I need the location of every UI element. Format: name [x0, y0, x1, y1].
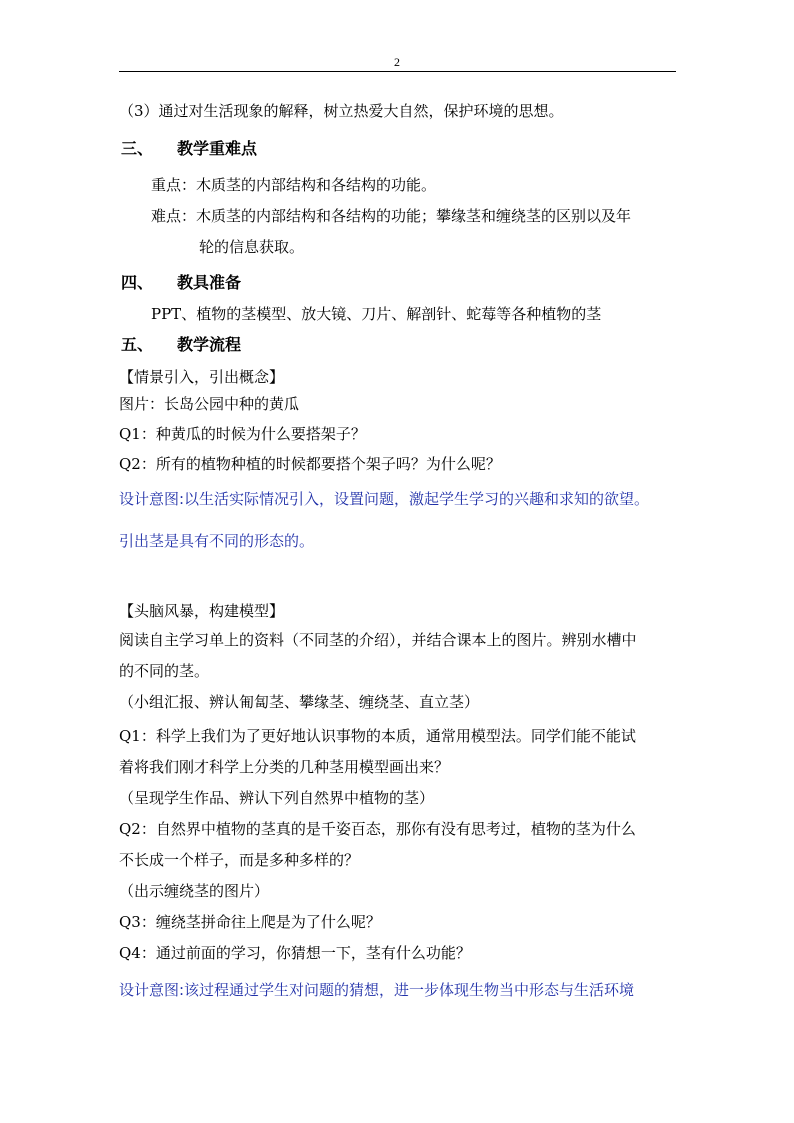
part-2-present: （呈现学生作品、辨认下列自然界中植物的茎）: [119, 789, 435, 807]
difficult-point-line-2: 轮的信息获取。: [199, 238, 305, 256]
section-3-heading: [121, 138, 257, 160]
part-2-report: （小组汇报、辨认匍匐茎、攀缘茎、缠绕茎、直立茎）: [119, 693, 480, 711]
section-number: 四、: [121, 273, 154, 292]
section-title: 教具准备: [177, 273, 242, 292]
part-2-read-line-2: 的不同的茎。: [119, 662, 210, 680]
part-1-design-line-2: 引出茎是具有不同的形态的。: [119, 532, 315, 550]
teaching-aids-list: PPT、植物的茎模型、放大镜、刀片、解剖针、蛇莓等各种植物的茎: [151, 305, 602, 323]
key-point: 重点：木质茎的内部结构和各结构的功能。: [151, 176, 437, 194]
part-1-design-line-1: 设计意图:以生活实际情况引入，设置问题，激起学生学习的兴趣和求知的欲望。: [119, 490, 650, 508]
section-title: 教学重难点: [177, 139, 258, 158]
part-2-read-line-1: 阅读自主学习单上的资料（不同茎的介绍），并结合课本上的图片。辨别水槽中: [119, 631, 637, 649]
part-2-show: （出示缠绕茎的图片）: [119, 882, 270, 900]
intro-line: （3）通过对生活现象的解释，树立热爱大自然，保护环境的思想。: [119, 102, 564, 120]
part-2-design-line-1: 设计意图:该过程通过学生对问题的猜想，进一步体现生物当中形态与生活环境: [119, 981, 635, 999]
section-number: 三、: [121, 139, 154, 158]
part-1-picture: 图片：长岛公园中种的黄瓜: [119, 395, 300, 413]
section-4-heading: [121, 272, 241, 294]
part-2-q1-line-1: Q1：科学上我们为了更好地认识事物的本质，通常用模型法。同学们能不能试: [119, 727, 636, 745]
header-rule: [119, 71, 676, 72]
difficult-point-line-1: 难点：木质茎的内部结构和各结构的功能；攀缘茎和缠绕茎的区别以及年: [151, 207, 632, 225]
part-2-q2-line-1: Q2：自然界中植物的茎真的是千姿百态，那你有没有思考过，植物的茎为什么: [119, 820, 636, 838]
section-number: 五、: [121, 335, 154, 354]
part-1-title: 【情景引入，引出概念】: [119, 368, 285, 386]
page-number: 2: [394, 55, 400, 69]
part-2-q1-line-2: 着将我们刚才科学上分类的几种茎用模型画出来？: [119, 758, 450, 776]
part-2-q2-line-2: 不长成一个样子，而是多种多样的？: [119, 851, 360, 869]
part-1-q2: Q2：所有的植物种植的时候都要搭个架子吗？为什么呢？: [119, 455, 501, 473]
part-2-title: 【头脑风暴，构建模型】: [119, 602, 285, 620]
section-title: 教学流程: [177, 335, 242, 354]
part-2-q4: Q4：通过前面的学习，你猜想一下，茎有什么功能？: [119, 944, 471, 962]
section-5-heading: [121, 334, 241, 356]
part-2-q3: Q3：缠绕茎拼命往上爬是为了什么呢？: [119, 913, 381, 931]
part-1-q1: Q1：种黄瓜的时候为什么要搭架子？: [119, 425, 366, 443]
